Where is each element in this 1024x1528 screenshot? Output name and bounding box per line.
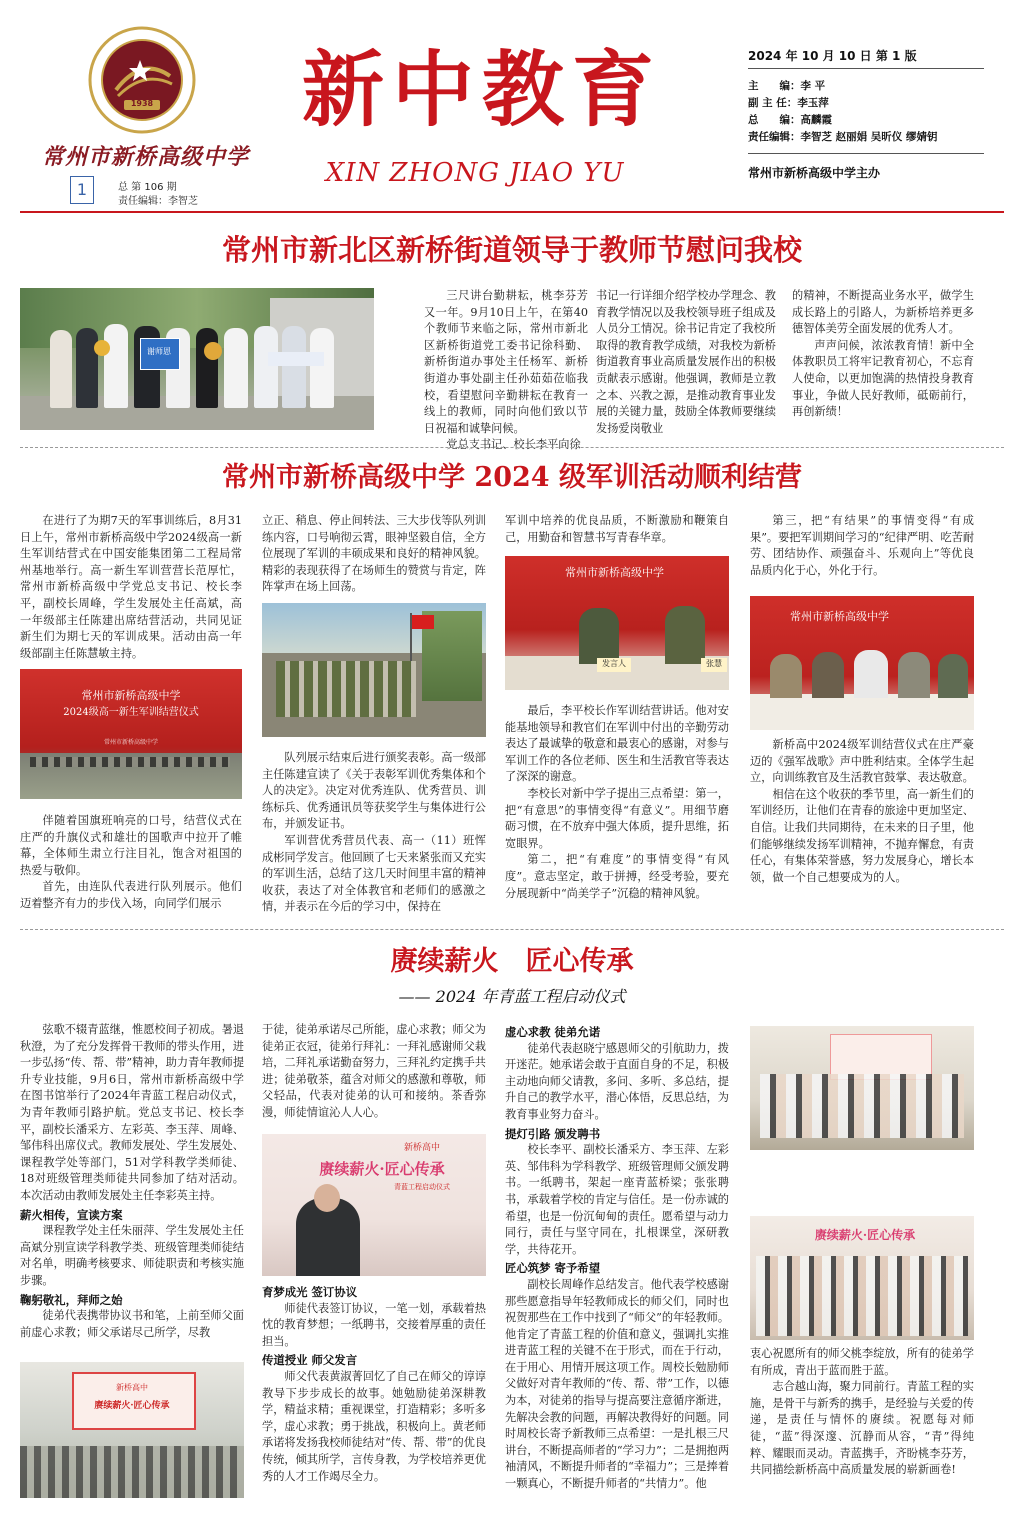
masthead-rule — [20, 211, 1004, 213]
subheading: 育梦成光 签订协议 — [262, 1285, 358, 1299]
school-name-calligraphy: 常州市新桥高级中学 — [42, 144, 250, 170]
article2-col4: 第三，把“有结果”的事情变得“有成果”。要把军训期间学习的“纪律严明、吃苦耐劳、团结协作、顽强奋斗、乐观向上”等优良品质内化于心，外化于行。 — [750, 514, 975, 577]
article3-col1: 弦歌不辍青蓝继，惟愿校间子初成。暑退秋澄，为了充分发挥骨干教师的带头作用，进一步弘扬“传、帮、带”精神，助力青年教师提升专业技能，9月6日，常州市新桥高级中学在图书馆举行了2024年青蓝工程启动仪式，为青年教师引路护航。党总支书记、校长李平，副校长潘采方、左彩英、李玉萍、周峰、邹伟科出席仪式。教师发展处、学生发展处、课程教学处等部门，51对学科教学类师徒、18对班级管理类师徒共同参加了结对活动。本次活动由教师发展处主任李彩英主持。 薪火相传，宣读方案 课程教学处主任朱丽萍、学生发展处主任高斌分别宣读学科教学类、班级管理类师徒结对名单，明确考核要求、师徒职责和考核实施步骤。 鞠躬敬礼，拜师之始 徒弟代表携带协议书和笔，上前至师父面前虚心求教；师父承诺尽己所学，尽教 — [20, 1023, 245, 1339]
article3-speaker-photo: 新桥高中 赓续薪火·匠心传承 青蓝工程启动仪式 — [262, 1134, 486, 1276]
page-number-badge: 1 — [70, 176, 94, 204]
photo-banner: 谢师恩 — [147, 347, 171, 356]
subheading: 鞠躬敬礼，拜师之始 — [20, 1292, 123, 1307]
article3-headline: 赓续薪火 匠心传承 — [390, 946, 634, 977]
article2-col1: 在进行了为期7天的军事训练后，8月31日上午，常州市新桥高级中学2024级高一新生军训结营式在中国安能集团第二工程局常州基地举行。高一新生军训营营长范厚忙，常州市新桥高级中学党总支书记、校长李平，副校长周峰，学生发展处主任高斌，高一年级部主任陈建出席结营活动，共同见证新生们为期七天的军训成果。活动由高一年级部副主任陈慧敏主持。 — [20, 514, 242, 660]
article1-col3: 的精神，不断提高业务水平，做学生成长路上的引路人，为新桥培养更多德智体美劳全面发展的优秀人才。 声声问候，浓浓教育情！新中全体教职员工将牢记教育初心，不忘育人使命，以更加饱满的热情投身教育事业，争做人民好教师，砥砺前行，再创新绩！ — [792, 289, 974, 419]
masthead — [0, 0, 1024, 212]
date-line: 2024 年 10 月 10 日 第 1 版 — [748, 49, 917, 63]
article3-pairs-photo — [750, 1026, 974, 1150]
subheading: 传道授业 师父发言 — [262, 1353, 358, 1368]
article3-col2-lower: 育梦成光 签订协议 师徒代表签订协议，一笔一划，承载着热忱的教育梦想；一纸聘书，交接着厚重的责任担当。 传道授业 师父发言 师父代表黄淑菁回忆了自己在师父的谆谆教导下步步成长的故事。她勉励徒弟深耕教学，精益求精；重视课堂，打造精彩；多听多学，虚心求教；勇于挑战，积极向上。黄老师承诺将发扬我校师徒结对“传、帮、带”的优良传统，倾其所学，言传身教，为学校培养更优秀的人才工作竭尽全力。 — [262, 1285, 487, 1483]
date-rule — [748, 68, 984, 69]
article2-col3: 军训中培养的优良品质，不断激励和鞭策自己，用勤奋和智慧书写青春华章。 — [505, 514, 729, 544]
article3-col3: 虚心求教 徒弟允诺 徒弟代表赵晓宁感恩师父的引航助力，拨开迷茫。她承诺会敢于直面自身的不足，积极主动地向师父请教，多问、多听、多总结，提升自己的教学水平，潜心体悟，反思总结，为教育事业努力奋斗。 提灯引路 颁发聘书 校长李平、副校长潘采方、李玉萍、左彩英、邹伟科为学科教学、班级管理师父颁发聘书。一纸聘书，架起一座青蓝桥梁；张张聘书，承载着学校的肯定与信任。是一份赤诚的希望，也是一份沉甸甸的责任。愿希望与动力同行，责任与坚守同在，扎根课堂，深研教学，共待花开。 匠心筑梦 寄予希望 副校长周峰作总结发言。他代表学校感谢那些愿意指导年轻教师成长的师父们，同时也祝贺那些在工作中找到了“师父”的年轻教师。他肯定了青蓝工程的价值和意义，强调扎实推进青蓝工程的关键不在于形式，而在于行动，在于用心、用情开展这项工作。周校长勉励师父做好对青年教师的“传、帮、带”工作，以德为本，对徒弟的指导与提高要注意循序渐进，先解决会教的问题，再解决教得好的问题。同时周校长寄予新教师三点希望：一是扎根三尺讲台，不断提高师者的“学习力”；二是拥抱两袖清风，不断提升师者的“幸福力”；三是捧着一颗真心，不断提升师者的“共情力”。他 — [505, 1025, 730, 1491]
article2-drill-photo — [262, 603, 486, 737]
issue-total: 总 第 106 期 — [118, 182, 177, 193]
article1-col2: 书记一行详细介绍学校办学理念、教育教学情况以及我校领导班子组成及人员分工情况。徐书记肯定了我校所取得的教育教学成绩，对我校为新桥街道教育事业高质量发展作出的积极贡献表示感谢。他强调，教师是立教之本、兴教之源，是推动教育事业发展的关键力量，鼓励全体教师要继续发扬爱岗敬业 — [596, 289, 776, 435]
article1-photo — [20, 288, 374, 430]
subheading: 薪火相传，宣读方案 — [20, 1207, 123, 1222]
article2-speakers-photo: 常州市新桥高级中学 发言人 张慧 — [505, 556, 729, 690]
school-logo — [88, 26, 196, 134]
article1-headline: 常州市新北区新桥街道领导于教师节慰问我校 — [221, 233, 802, 267]
staff-row: 责任编辑：李智芝 赵丽娟 吴昕仪 缪婧钥 — [748, 131, 938, 143]
staff-row: 主 编：李 平 — [748, 80, 826, 92]
subheading: 提灯引路 颁发聘书 — [505, 1126, 601, 1141]
article1-col1: 三尺讲台勤耕耘，桃李芬芳又一年。9月10日上午，在第40个教师节来临之际，常州市新北区新桥街道党工委书记徐科勤、新桥街道办事处主任杨军、新桥街道办事处副主任孙茹茹莅临我校，看望慰问辛勤耕耘在教育一线上的教师，同时向他们致以节日祝福和诚挚问候。 党总支书记、校长李平向徐 — [424, 289, 588, 452]
sponsor-rule — [748, 153, 984, 154]
staff-row: 副 主 任：李玉萍 — [748, 97, 829, 109]
staff-row: 总 编：高麟霞 — [748, 114, 832, 126]
newspaper-pinyin: XIN ZHONG JIAO YU — [325, 158, 625, 188]
article3-hall-photo: 新桥高中 赓续薪火·匠心传承 — [20, 1362, 244, 1498]
section-divider — [20, 447, 1004, 448]
school-emblem-icon — [88, 26, 196, 134]
newspaper-title: 新中教育 — [301, 42, 662, 138]
article2-col4-lower: 新桥高中2024级军训结营仪式在庄严豪迈的《强军战歌》声中胜利结束。全体学生起立，向训练教官及生活教官鼓掌、表达敬意。 相信在这个收获的季节里，高一新生们的军训经历，让他们在青春的旅途中更加坚定、自信。让我们共同期待，在未来的日子里，他们能够继续发扬军训精神，不抛弃懈怠，有责任心，有集体荣誉感，努力发展身心，增长本领，做一个自己想要成为的人。 — [750, 738, 974, 884]
subheading: 匠心筑梦 寄予希望 — [505, 1261, 601, 1276]
section-divider — [20, 929, 1004, 930]
article2-col3-lower: 最后，李平校长作军训结营讲话。他对安能基地领导和教官们在军训中付出的辛勤劳动表达了最诚挚的敬意和最衷心的感谢，对参与军训工作的各位老师、医生和生活教官等表达了深深的谢意。 李校长对新中学子提出三点希望：第一，把“有意思”的事情变得“有意义”。用细节磨砺习惯，在不放弃中强大体质，提升思维，拓宽眼界。 第二，把“有难度”的事情变得“有风度”。意志坚定，敢于拼搏，经受考验，要充分展现新中“尚美学子”沉稳的精神风貌。 — [505, 704, 729, 900]
article2-leaders-photo: 常州市新桥高级中学 — [750, 596, 974, 730]
issue-editor: 责任编辑：李智芝 — [118, 196, 198, 207]
staff-list — [748, 78, 937, 146]
article3-group-photo: 赓续薪火·匠心传承 — [750, 1216, 974, 1340]
article3-subhead: —— 2024 年青蓝工程启动仪式 — [398, 987, 626, 1006]
article3-col2: 于徒，徒弟承诺尽己所能，虚心求教；师父为徒弟正衣冠，徒弟行拜礼：一拜礼感谢师父栽培，二拜礼承诺勤奋努力，三拜礼约定携手共进；徒弟敬茶，蕴含对师父的感激和尊敬，师父轻品，代表对徒弟的认可和接纳。茶香弥漫，师徒情谊沁人人心。 — [262, 1023, 486, 1119]
logo-year: 1938 — [130, 99, 154, 108]
article2-col2-lower: 队列展示结束后进行颁奖表彰。高一级部主任陈建宣读了《关于表彰军训优秀集体和个人的决定》。决定对优秀连队、优秀营员、训练标兵、优秀通讯员等获奖学生与集体进行公布，并颁发证书。 军训营优秀营员代表、高一（11）班恽成彬同学发言。他回顾了七天来紧张而又充实的军训生活，总结了这几天时间里丰富的精神收获，表达了对全体教官和老师们的感激之情，并表示在今后的学习中，保持在 — [262, 751, 486, 914]
sponsor: 常州市新桥高级中学主办 — [748, 166, 881, 180]
article2-col2: 立正、稍息、停止间转法、三大步伐等队列训练内容，口号响彻云霄，眼神坚毅自信，全方位展现了军训的丰硕成果和良好的精神风貌。精彩的表现获得了在场师生的赞赏与肯定，阵阵掌声在场上回荡。 — [262, 514, 486, 594]
article3-col4: 衷心祝愿所有的师父桃李绽放，所有的徒弟学有所成，青出于蓝而胜于蓝。 志合越山海，聚力同前行。青蓝工程的实施，是骨干与新秀的携手，是经验与关爱的传递，是责任与情怀的赓续。祝愿每对师徒，“蓝”得深邃、沉静而从容，“青”得纯粹、耀眼而灵动。青蓝携手，齐盼桃李芬芳，共同描绘新桥高中高质量发展的崭新画卷! — [750, 1347, 974, 1477]
article2-ceremony-photo: 常州市新桥高级中学 2024级高一新生军训结营仪式 常州市新桥高级中学 — [20, 669, 242, 799]
article2-col1-lower: 伴随着国旗班响亮的口号，结营仪式在庄严的升旗仪式和雄壮的国歌声中拉开了帷幕，全体师生肃立行注目礼，饱含对祖国的热爱与敬仰。 首先，由连队代表进行队列展示。他们迈着整齐有力的步伐入场，向同学们展示 — [20, 814, 242, 910]
article2-headline: 常州市新桥高级中学 2024 级军训活动顺利结营 — [222, 462, 802, 493]
subheading: 虚心求教 徒弟允诺 — [505, 1025, 601, 1039]
